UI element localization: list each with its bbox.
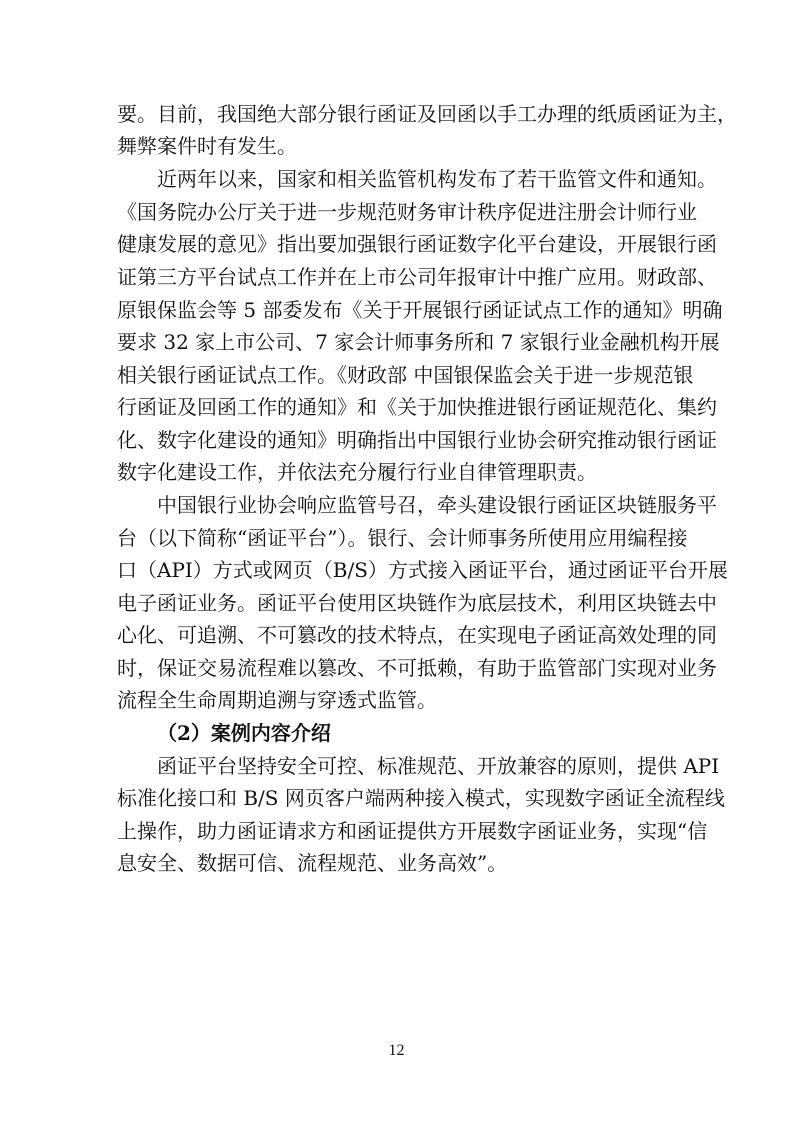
paragraph-2-line-7: 相关银行函证试点工作。《财政部 中国银保监会关于进一步规范银 [117, 363, 694, 387]
paragraph-3-line-2: 台（以下简称“函证平台”）。银行、会计师事务所使用应用编程接 [117, 526, 688, 550]
paragraph-2-line-8: 行函证及回函工作的通知》和《关于加快推进银行函证规范化、集约 [117, 395, 717, 419]
paragraph-4-line-2: 标准化接口和 B/S 网页客户端两种接入模式，实现数字函证全流程线 [117, 786, 725, 810]
paragraph-2-line-5: 原银保监会等 5 部委发布《关于开展银行函证试点工作的通知》明确 [117, 298, 723, 322]
paragraph-4-line-4: 息安全、数据可信、流程规范、业务高效”。 [117, 851, 508, 875]
paragraph-3-line-7: 流程全生命周期追溯与穿透式监管。 [117, 688, 437, 712]
paragraph-3-line-5: 心化、可追溯、不可篡改的技术特点，在实现电子函证高效处理的同 [117, 623, 717, 647]
paragraph-2-line-2: 《国务院办公厅关于进一步规范财务审计秩序促进注册会计师行业 [117, 200, 697, 224]
paragraph-4-line-3: 上操作，助力函证请求方和函证提供方开展数字函证业务，实现“信 [117, 819, 708, 843]
page-number: 12 [388, 1042, 405, 1059]
paragraph-2-line-4: 证第三方平台试点工作并在上市公司年报审计中推广应用。财政部、 [117, 265, 717, 289]
paragraph-2-line-10: 数字化建设工作，并依法充分履行行业自律管理职责。 [117, 460, 597, 484]
paragraph-2-line-1: 近两年以来，国家和相关监管机构发布了若干监管文件和通知。 [157, 167, 717, 191]
paragraph-3-line-4: 电子函证业务。函证平台使用区块链作为底层技术，利用区块链去中 [117, 591, 717, 615]
section-heading: （2）案例内容介绍 [157, 721, 331, 745]
paragraph-3-line-1: 中国银行业协会响应监管号召，牵头建设银行函证区块链服务平 [157, 493, 717, 517]
paragraph-4-line-1: 函证平台坚持安全可控、标准规范、开放兼容的原则，提供 API [157, 754, 720, 778]
paragraph-2-line-3: 健康发展的意见》指出要加强银行函证数字化平台建设，开展银行函 [117, 232, 717, 256]
paragraph-1-line-1: 要。目前，我国绝大部分银行函证及回函以手工办理的纸质函证为主， [117, 102, 737, 126]
paragraph-2-line-9: 化、数字化建设的通知》明确指出中国银行业协会研究推动银行函证 [117, 428, 717, 452]
paragraph-2-line-6: 要求 32 家上市公司、7 家会计师事务所和 7 家银行业金融机构开展 [117, 330, 720, 354]
paragraph-3-line-6: 时，保证交易流程难以篡改、不可抵赖，有助于监管部门实现对业务 [117, 656, 717, 680]
paragraph-3-line-3: 口（API）方式或网页（B/S）方式接入函证平台，通过函证平台开展 [117, 558, 728, 582]
paragraph-1-line-2: 舞弊案件时有发生。 [117, 134, 297, 158]
